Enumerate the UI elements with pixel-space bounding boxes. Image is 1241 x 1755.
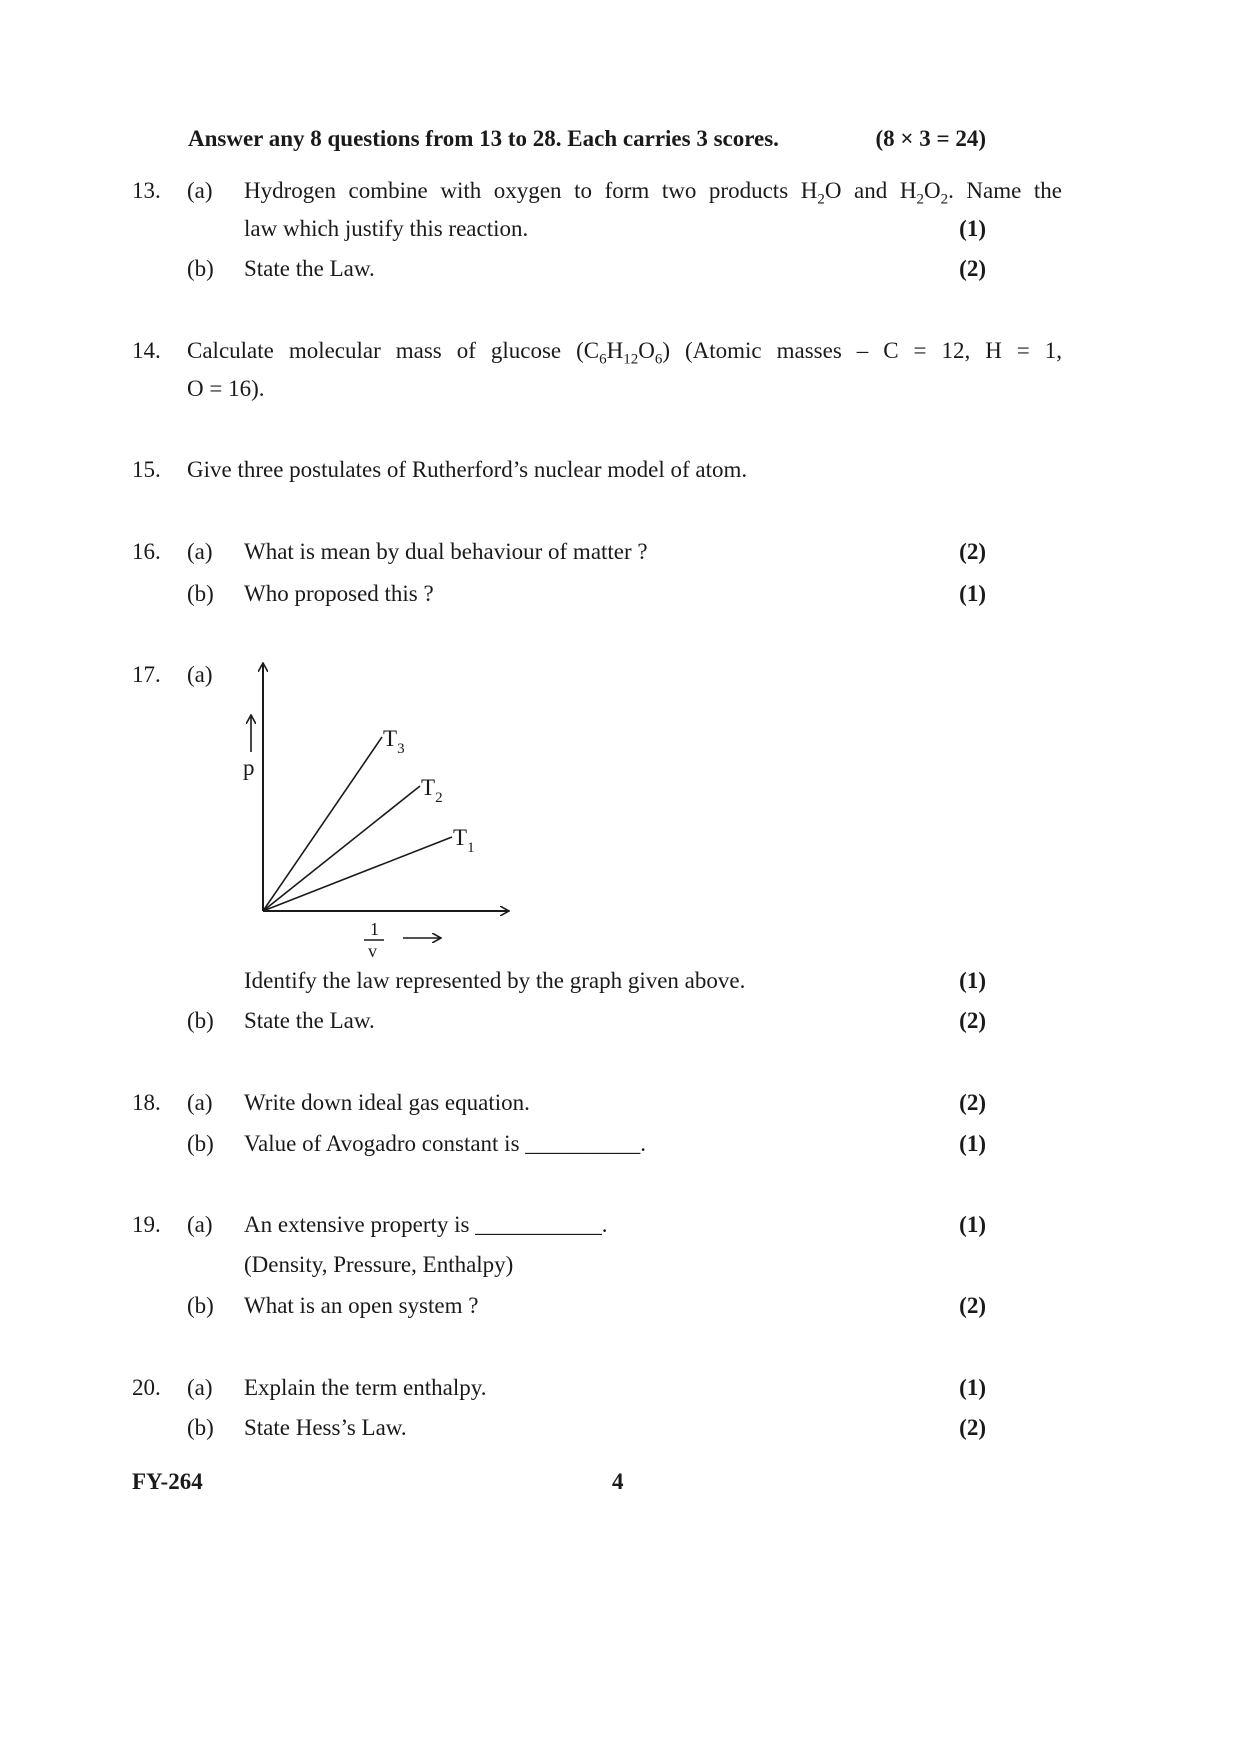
marks: (2) <box>959 539 986 564</box>
isotherm-t2-line <box>263 786 420 911</box>
question-text: Hydrogen combine with oxygen to form two products $H_2O$ and $H_2O_2$. Name the <box>244 178 1062 208</box>
subpart-label: (a) <box>187 178 213 203</box>
question-number: 15. <box>132 457 161 482</box>
subpart-label: (a) <box>187 539 213 564</box>
question-text: Identify the law represented by the graph given above. <box>244 968 746 993</box>
question-text: An extensive property is ___________. <box>244 1212 608 1237</box>
question-text: Who proposed this ? <box>244 581 434 606</box>
question-text: O = 16). <box>187 376 265 401</box>
y-axis-label: p <box>243 755 255 780</box>
question-number: 18. <box>132 1090 161 1115</box>
marks: (2) <box>959 1090 986 1115</box>
marks: (1) <box>959 968 986 993</box>
subpart-label: (a) <box>187 1375 213 1400</box>
marks: (2) <box>959 1415 986 1440</box>
subpart-label: (b) <box>187 581 214 606</box>
marks: (1) <box>959 216 986 241</box>
page-number: 4 <box>612 1469 624 1494</box>
x-axis-label-numerator: 1 <box>370 919 379 939</box>
curve-label-t1: $T_1$ <box>453 825 475 856</box>
paper-code: FY-264 <box>132 1469 203 1494</box>
marks: (1) <box>959 1212 986 1237</box>
section-score-scheme: (8 × 3 = 24) <box>875 126 986 151</box>
question-number: 13. <box>132 178 161 203</box>
marks: (2) <box>959 1293 986 1318</box>
subpart-label: (b) <box>187 1293 214 1318</box>
question-text: Value of Avogadro constant is __________. <box>244 1131 647 1156</box>
question-text: Write down ideal gas equation. <box>244 1090 530 1115</box>
subpart-label: (a) <box>187 662 213 687</box>
question-number: 20. <box>132 1375 161 1400</box>
marks: (1) <box>959 1131 986 1156</box>
section-instruction: Answer any 8 questions from 13 to 28. Each carries 3 scores. <box>188 126 779 151</box>
marks: (2) <box>959 256 986 281</box>
curve-label-t3: $T_3$ <box>383 726 405 757</box>
question-number: 19. <box>132 1212 161 1237</box>
question-text: What is an open system ? <box>244 1293 479 1318</box>
question-text: Calculate molecular mass of glucose $(C_6H_{12}O_6)$ (Atomic masses – C = 12, H = 1, <box>187 338 1063 368</box>
x-axis-label-denominator: v <box>368 941 377 960</box>
isotherm-t1-line <box>263 837 452 911</box>
question-text: State the Law. <box>244 256 375 281</box>
question-text: State Hess’s Law. <box>244 1415 407 1440</box>
marks: (2) <box>959 1008 986 1033</box>
subpart-label: (a) <box>187 1090 213 1115</box>
isotherm-t3-line <box>263 737 382 911</box>
curve-label-t2: $T_2$ <box>421 775 443 806</box>
question-number: 14. <box>132 338 161 363</box>
question-text: Give three postulates of Rutherford’s nuclear model of atom. <box>187 457 748 482</box>
subpart-label: (a) <box>187 1212 213 1237</box>
question-number: 16. <box>132 539 161 564</box>
subpart-label: (b) <box>187 1131 214 1156</box>
subpart-label: (b) <box>187 1008 214 1033</box>
marks: (1) <box>959 581 986 606</box>
question-number: 17. <box>132 662 161 687</box>
question-text: law which justify this reaction. <box>244 216 529 241</box>
question-text: State the Law. <box>244 1008 375 1033</box>
subpart-label: (b) <box>187 256 214 281</box>
marks: (1) <box>959 1375 986 1400</box>
answer-options: (Density, Pressure, Enthalpy) <box>244 1252 514 1277</box>
question-text: What is mean by dual behaviour of matter ? <box>244 539 648 564</box>
subpart-label: (b) <box>187 1415 214 1440</box>
question-text: Explain the term enthalpy. <box>244 1375 487 1400</box>
